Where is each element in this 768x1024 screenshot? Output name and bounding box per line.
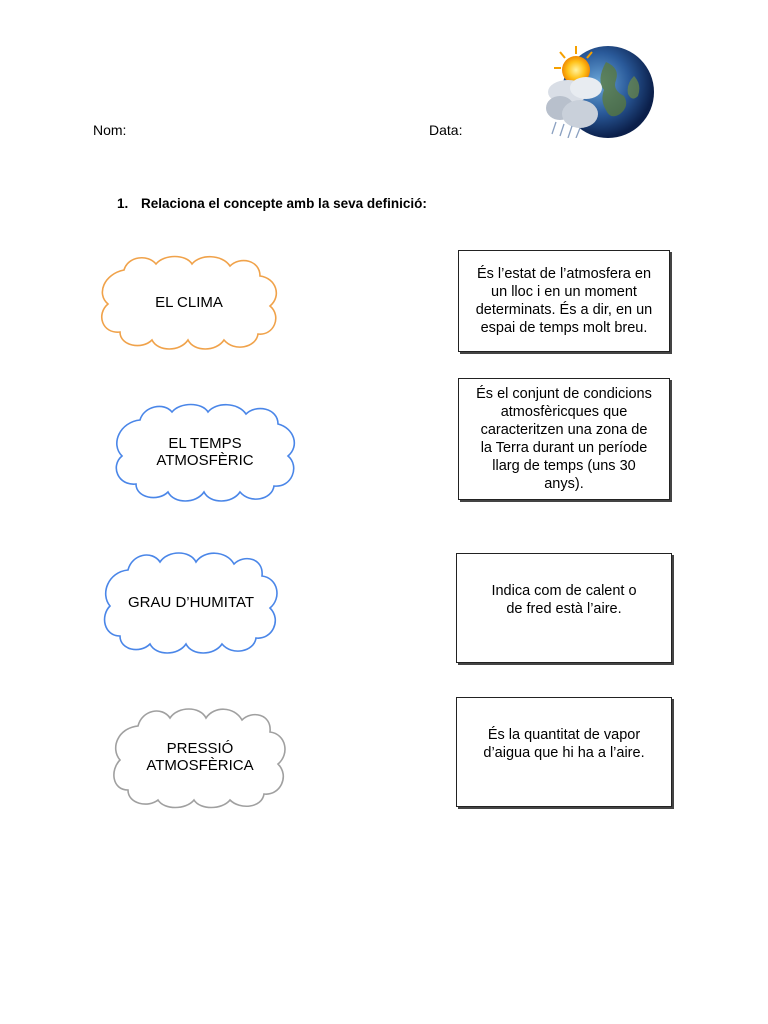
definition-line: És l’estat de l’atmosfera en xyxy=(476,266,652,282)
concept-cloud-humitat[interactable] xyxy=(100,548,282,656)
concept-label-line2: ATMOSFÈRICA xyxy=(146,757,254,774)
definition-line: anys). xyxy=(544,476,584,492)
definition-line: d’aigua que hi ha a l’aire. xyxy=(483,745,645,761)
concept-cloud-temps[interactable] xyxy=(110,400,300,504)
definition-line: la Terra durant un període xyxy=(480,440,648,456)
definition-line: un lloc i en un moment xyxy=(491,284,637,300)
definition-line: determinats. És a dir, en un xyxy=(475,302,653,318)
definition-line: atmosfèricques que xyxy=(500,404,628,420)
definition-line: de fred està l’aire. xyxy=(506,601,622,617)
definition-box[interactable] xyxy=(458,250,670,352)
concept-label: GRAU D’HUMITAT xyxy=(127,593,255,611)
definition-line: És el conjunt de condicions xyxy=(476,386,652,402)
concept-label: EL CLIMA xyxy=(155,293,223,311)
exercise-instruction: Relaciona el concepte amb la seva definició: xyxy=(141,196,427,211)
concept-label-line2: ATMOSFÈRIC xyxy=(156,452,254,469)
concept-cloud-clima[interactable] xyxy=(96,252,282,352)
definition-line: caracteritzen una zona de xyxy=(480,422,648,438)
definition-line: llarg de temps (uns 30 xyxy=(492,458,636,474)
definition-box[interactable] xyxy=(456,553,672,663)
definition-line: Indica com de calent o xyxy=(491,583,637,599)
definition-line: És la quantitat de vapor xyxy=(487,727,641,743)
definition-box[interactable] xyxy=(458,378,670,500)
concept-cloud-pressio[interactable] xyxy=(110,704,290,810)
concept-label-line1: PRESSIÓ xyxy=(166,740,234,757)
weather-globe-icon xyxy=(546,42,658,138)
definition-box[interactable] xyxy=(456,697,672,807)
name-label: Nom: xyxy=(93,122,127,138)
concept-label-line1: EL TEMPS xyxy=(168,435,242,452)
date-label: Data: xyxy=(429,122,463,138)
definition-line: espai de temps molt breu. xyxy=(480,320,648,336)
exercise-number: 1. xyxy=(117,196,129,211)
